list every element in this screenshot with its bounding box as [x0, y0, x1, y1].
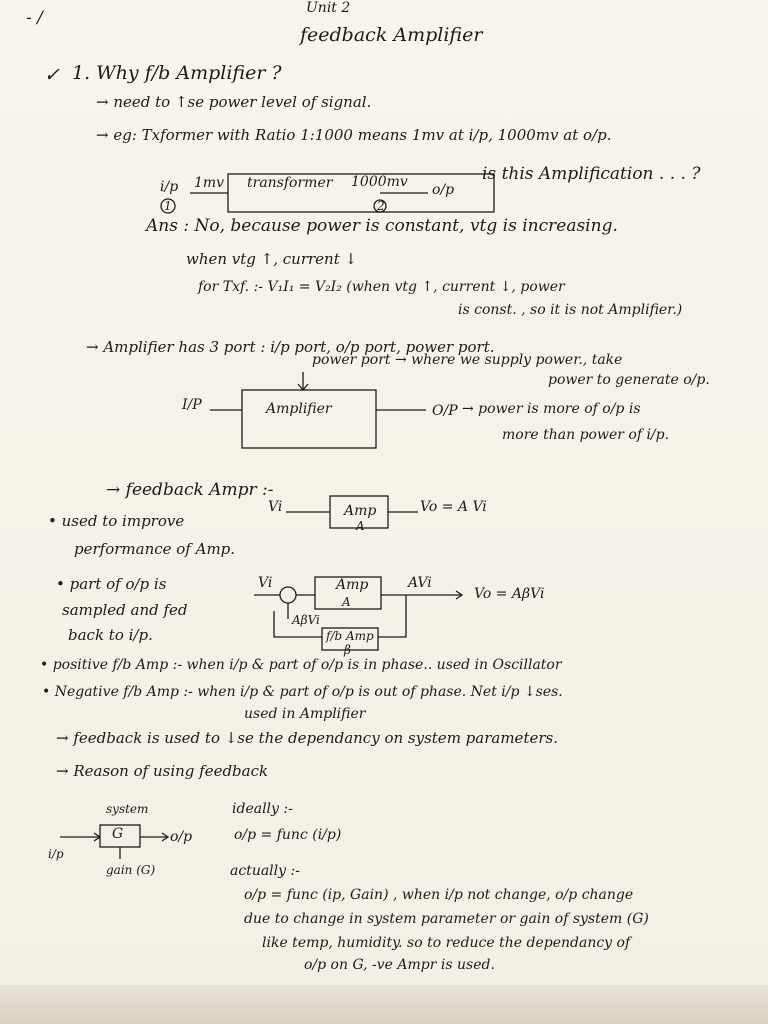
transformer-box-label: transformer	[247, 175, 333, 191]
bullet-improve-1: • used to improve	[48, 512, 185, 530]
loop-output-label: Vo = AβVi	[474, 586, 545, 602]
amp-ip-label: I/P	[182, 397, 202, 413]
system-gain-label: gain (G)	[106, 863, 156, 877]
actually-heading: actually :-	[230, 863, 300, 879]
amp-block-output-label: Vo = A Vi	[420, 499, 487, 515]
tx-ip-label: i/p	[160, 179, 179, 195]
amplifier-box	[242, 390, 376, 448]
amp-note-1: → power is more of o/p is	[462, 401, 641, 417]
amp-note-2: more than power of i/p.	[502, 427, 670, 443]
amp-block-box-bottom: A	[356, 519, 365, 533]
system-box-label: G	[112, 826, 124, 842]
bullet-improve-2: performance of Amp.	[74, 540, 236, 558]
actually-line-1: o/p = func (ip, Gain) , when i/p not change, o/p change	[244, 887, 634, 903]
loop-feedback-wire-right	[378, 595, 406, 637]
corner-mark: - /	[26, 8, 43, 28]
amp-ports-line-1: → Amplifier has 3 port : i/p port, o/p port, power port.	[86, 338, 495, 356]
actually-line-3: like temp, humidity. so to reduce the dependancy of	[262, 935, 631, 951]
dependancy-line: → feedback is used to ↓se the dependancy on system parameters.	[56, 729, 558, 747]
reason-line: → Reason of using feedback	[56, 762, 269, 780]
page-title: feedback Amplifier	[300, 24, 483, 46]
need-line: → need to ↑se power level of signal.	[96, 93, 372, 111]
amp-block-box-top: Amp	[344, 503, 377, 519]
unit-label: Unit 2	[306, 0, 351, 16]
negative-feedback-line: • Negative f/b Amp :- when i/p & part of o/p is out of phase. Net i/p ↓ses.	[42, 684, 563, 700]
page-bottom-edge	[0, 985, 768, 1024]
positive-feedback-line: • positive f/b Amp :- when i/p & part of o/p is in phase.. used in Oscillator	[40, 657, 562, 673]
negative-feedback-use: used in Amplifier	[244, 706, 366, 722]
port-2-label: 2	[377, 199, 385, 213]
amp-op-label: O/P	[432, 403, 458, 419]
amp-block-input-label: Vi	[268, 499, 283, 515]
tx-op-value: 1000mv	[351, 174, 408, 190]
answer-line-1: Ans : No, because power is constant, vtg is increasing.	[146, 216, 618, 236]
bullet-sampled-1: • part of o/p is	[56, 575, 167, 593]
loop-fb-box-top: f/b Amp	[326, 629, 374, 643]
actually-line-2: due to change in system parameter or gain of system (G)	[244, 911, 649, 927]
check-mark: ✓	[44, 64, 60, 86]
answer-line-4: is const. , so it is not Amplifier.)	[458, 302, 683, 318]
answer-line-3: for Txf. :- V₁I₁ = V₂I₂ (when vtg ↑, current ↓, power	[198, 279, 565, 295]
system-label: system	[106, 802, 149, 816]
feedback-heading: → feedback Ampr :-	[106, 480, 274, 500]
ideally-formula: o/p = func (i/p)	[234, 827, 342, 843]
bullet-sampled-3: back to i/p.	[68, 626, 153, 644]
amplifier-box-label: Amplifier	[266, 401, 332, 417]
amplification-question: is this Amplification . . . ?	[482, 164, 701, 184]
tx-ip-value: 1mv	[194, 175, 225, 191]
loop-amp-bottom: A	[342, 595, 351, 609]
bullet-sampled-2: sampled and fed	[62, 601, 188, 619]
loop-feedback-signal: AβVi	[292, 613, 320, 627]
loop-input-label: Vi	[258, 575, 273, 591]
loop-amp-top: Amp	[336, 577, 369, 593]
tx-op-label: o/p	[432, 182, 455, 198]
amp-ports-line-2: power port → where we supply power., take	[312, 352, 623, 368]
ideally-heading: ideally :-	[232, 801, 293, 817]
system-op-label: o/p	[170, 829, 193, 845]
loop-fb-box-bottom: β	[344, 643, 351, 657]
port-1-label: 1	[164, 199, 172, 213]
amp-ports-line-3: power to generate o/p.	[548, 372, 710, 388]
summing-junction	[280, 587, 296, 603]
answer-line-2: when vtg ↑, current ↓	[186, 250, 358, 268]
question-heading: 1. Why f/b Amplifier ?	[72, 62, 282, 84]
actually-line-4: o/p on G, -ve Ampr is used.	[304, 957, 495, 973]
loop-avi-label: AVi	[408, 575, 432, 591]
system-ip-label: i/p	[48, 847, 64, 861]
example-line: → eg: Txformer with Ratio 1:1000 means 1mv at i/p, 1000mv at o/p.	[96, 126, 612, 144]
